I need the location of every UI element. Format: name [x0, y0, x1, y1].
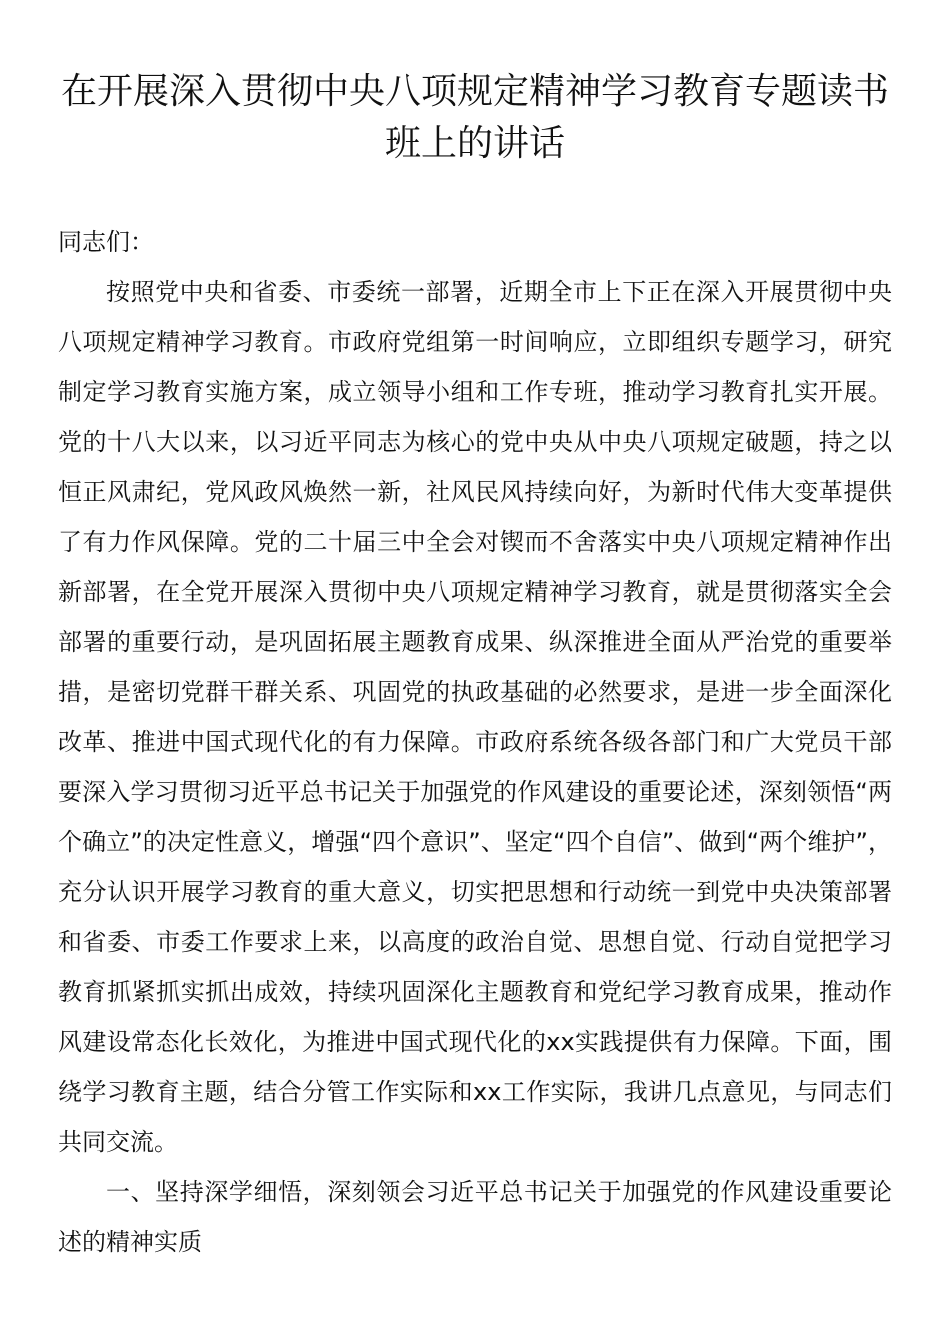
document-title: 在开展深入贯彻中央八项规定精神学习教育专题读书班上的讲话 — [60, 71, 889, 164]
section-heading: 一、坚持深学细悟，深刻领会习近平总书记关于加强党的作风建设重要论述的精神实质 — [58, 1178, 892, 1256]
salutation: 同志们： — [58, 228, 154, 256]
body-paragraph: 按照党中央和省委、市委统一部署，近期全市上下正在深入开展贯彻中央八项规定精神学习教育。市政府党组第一时间响应，立即组织专题学习，研究制定学习教育实施方案，成立领导小组和工作专班，推动学习教育扎实开展。党的十八大以来，以习近平同志为核心的党中央从中央八项规定破题，持之以恒正风肃纪，党风政风焕然一新，社风民风持续向好，为新时代伟大变革提供了有力作风保障。党的二十届三中全会对锲而不舍落实中央八项规定精神作出新部署，在全党开展深入贯彻中央八项规定精神学习教育，就是贯彻落实全会部署的重要行动，是巩固拓展主题教育成果、纵深推进全面从严治党的重要举措，是密切党群干群关系、巩固党的执政基础的必然要求，是进一步全面深化改革、推进中国式现代化的有力保障。市政府系统各级各部门和广大党员干部要深入学习贯彻习近平总书记关于加强党的作风建设的重要论述，深刻领悟“两个确立”的决定性意义，增强“四个意识”、坚定“四个自信”、做到“两个维护”，充分认识开展学习教育的重大意义，切实把思想和行动统一到党中央决策部署和省委、市委工作要求上来，以高度的政治自觉、思想自觉、行动自觉把学习教育抓紧抓实抓出成效，持续巩固深化主题教育和党纪学习教育成果，推动作风建设常态化长效化，为推进中国式现代化的xx实践提供有力保障。下面，围绕学习教育主题，结合分管工作实际和xx工作实际，我讲几点意见，与同志们共同交流。 — [58, 278, 892, 1156]
document-body — [58, 217, 892, 1267]
